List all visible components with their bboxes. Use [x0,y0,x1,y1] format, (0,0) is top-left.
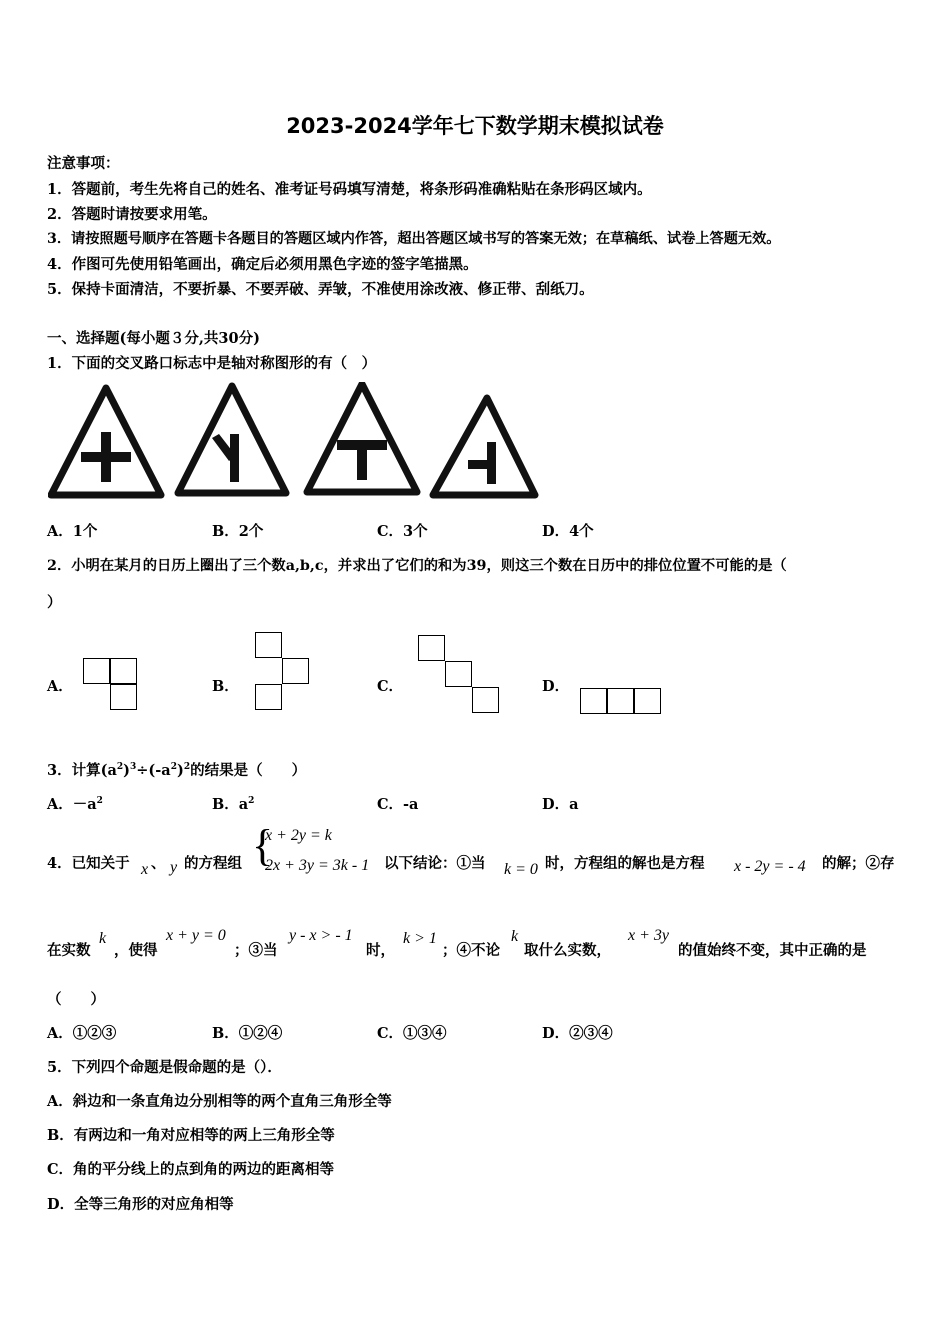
q3-option-d: D．a [542,796,579,813]
q4-var-k-1: k [99,930,107,947]
notice-item-2: 2．答题时请按要求用笔。 [47,206,217,223]
q3-stem-part: ) [123,762,130,779]
crossroad-sign-icon [51,388,161,495]
q3-exponent: 2 [116,762,124,773]
grid-cell [255,684,282,710]
grid-cell [607,688,634,714]
q5-option-a: A．斜边和一条直角边分别相等的两个直角三角形全等 [47,1093,392,1110]
q4-text-1: 4．已知关于 [47,855,130,872]
grid-cell [418,635,445,661]
grid-cell [472,687,499,713]
q4-text-4: 以下结论：①当 [384,855,486,872]
q1-option-c: C．3个 [377,523,428,540]
q3-option-b [212,793,254,814]
page-title: 2023-2024学年七下数学期末模拟试卷 [286,114,664,138]
q4-condition-1: k = 0 [504,861,538,878]
q4-text-11: ；④不论 [442,942,500,959]
q3-option-b-text: B．a [212,796,249,813]
q2-option-c: C． [377,678,404,695]
section-heading: 一、选择题(每小题３分,共30分) [47,330,260,347]
q4-text-10: 时， [366,942,395,959]
q4-text-3: 的方程组 [184,855,242,872]
q3-stem-part: ) [176,762,184,779]
notice-item-3: 3．请按照题号顺序在答题卡各题目的答题区域内作答，超出答题区域书写的答案无效；在草稿纸、试卷上答题无效。 [47,231,781,247]
q4-text-8: ，使得 [114,942,158,959]
q4-condition-3: x + y = 0 [166,927,226,944]
grid-cell [580,688,607,714]
grid-cell [634,688,661,714]
q4-text-13: 的值始终不变，其中正确的是 [678,942,867,959]
q4-text-7: 在实数 [47,942,91,959]
q4-var-k-2: k [511,928,519,945]
q4-var-x: x [141,861,149,878]
q4-expression: x + 3y [628,927,669,944]
q4-option-d: D．②③④ [542,1025,613,1042]
q4-condition-4: y - x > - 1 [289,927,353,944]
q3-option-a-exponent: 2 [96,796,103,807]
q4-option-a: A．①②③ [47,1025,117,1042]
q3-stem [47,759,306,780]
q3-option-c: C．-a [377,796,419,813]
y-junction-sign-icon [178,386,286,493]
q1-option-b: B．2个 [212,523,264,540]
q4-option-b: B．①②④ [212,1025,283,1042]
side-junction-sign-icon [433,398,535,495]
q3-exponent: 2 [183,762,191,773]
q2-option-d: D． [542,678,570,695]
q2-option-b: B． [212,678,239,695]
q3-stem-part: 3．计算(a [47,762,117,779]
q4-equation-2: 2x + 3y = 3k - 1 [265,857,370,874]
q5-option-c: C．角的平分线上的点到角的两边的距离相等 [47,1161,335,1178]
q1-stem: 1．下面的交叉路口标志中是轴对称图形的有（ ） [47,355,377,372]
q1-option-d: D．4个 [542,523,594,540]
q1-option-a: A．1个 [47,523,98,540]
q3-option-a [47,793,103,814]
q4-condition-5: k > 1 [403,930,437,947]
q4-condition-2: x - 2y = - 4 [734,858,806,875]
q3-stem-part: 的结果是（ ） [190,762,307,779]
t-junction-sign-icon [307,384,417,492]
grid-cell [110,684,137,710]
q3-stem-part: ÷(-a [136,762,171,779]
q4-text-6: 的解；②存 [822,855,895,872]
q5-option-b: B．有两边和一角对应相等的两上三角形全等 [47,1127,335,1144]
q3-option-b-exponent: 2 [248,796,255,807]
traffic-signs-figure [48,382,548,502]
q3-exponent: 2 [170,762,177,773]
q4-option-c: C．①③④ [377,1025,447,1042]
notice-heading: 注意事项： [47,155,120,172]
q5-stem: 5．下列四个命题是假命题的是（）． [47,1059,282,1076]
grid-cell [445,661,472,687]
q4-text-5: 时，方程组的解也是方程 [545,855,705,872]
q4-var-y: y [170,859,178,876]
grid-cell [282,658,309,684]
q4-text-2: 、 [151,855,166,872]
q2-option-a: A． [47,678,73,695]
q4-answer-bracket: （ ） [47,991,105,1008]
notice-item-4: 4．作图可先使用铅笔画出，确定后必须用黑色字迹的签字笔描黑。 [47,256,478,273]
q2-stem: 2．小明在某月的日历上圈出了三个数a,b,c，并求出了它们的和为39，则这三个数在日历中的排位位置不可能的是（ [47,558,787,574]
q2-stem-end: ） [47,594,62,611]
grid-cell [83,658,110,684]
q3-option-a-text: A．－a [47,796,97,813]
q5-option-d: D．全等三角形的对应角相等 [47,1196,234,1213]
grid-cell [255,632,282,658]
notice-item-5: 5．保持卡面清洁，不要折暴、不要弄破、弄皱，不准使用涂改液、修正带、刮纸刀。 [47,281,594,298]
q3-exponent: 3 [130,762,137,773]
grid-cell [110,658,137,684]
q4-text-9: ；③当 [234,942,278,959]
q4-equation-1: x + 2y = k [265,827,332,844]
q4-system-brace: { [252,821,274,870]
q4-text-12: 取什么实数， [524,942,611,959]
notice-item-1: 1．答题前，考生先将自己的姓名、准考证号码填写清楚，将条形码准确粘贴在条形码区域内。 [47,181,652,198]
